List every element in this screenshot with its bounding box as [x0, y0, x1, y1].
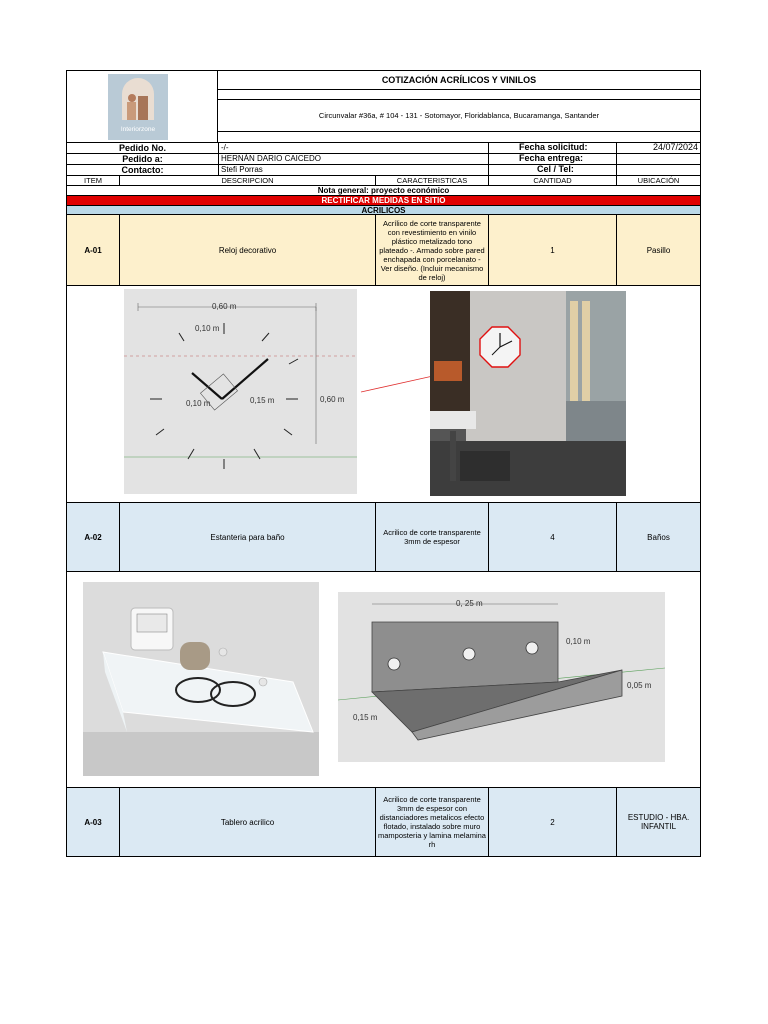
- spacer-row: [218, 132, 700, 143]
- clock-drawing: [124, 289, 357, 494]
- item-ubicacion: Baños: [616, 503, 700, 571]
- pedido-a-value: HERNÁN DARIO CAICEDO: [218, 154, 488, 164]
- item-ubicacion: ESTUDIO - HBA. INFANTIL: [616, 788, 700, 856]
- item-cantidad: 4: [488, 503, 616, 571]
- clock-dim-hand-short: 0,10 m: [186, 399, 211, 408]
- item-descripcion: Estanteria para baño: [119, 503, 375, 571]
- pedido-a-label: Pedido a:: [122, 153, 163, 164]
- shelf-dim-lip: 0,05 m: [627, 681, 652, 690]
- spacer-row: [218, 90, 700, 100]
- item-caracteristicas: Acrilico de corte transparente 3mm de espesor: [375, 503, 488, 571]
- col-cantidad: CANTIDAD: [488, 176, 616, 185]
- logo-cell: [67, 71, 218, 143]
- clock-render-image: [430, 291, 626, 496]
- contacto-label: Contacto:: [121, 164, 164, 175]
- fecha-entrega-label: Fecha entrega:: [488, 154, 616, 164]
- item-caracteristicas: Acrilico de corte transparente 3mm de espesor con distanciadores metalicos efecto flotado, instalado sobre muro mamposteria y lamina melamina rh: [375, 788, 488, 856]
- item-code: A-03: [84, 817, 102, 827]
- pedido-no-label: Pedido No.: [119, 142, 166, 153]
- cel-label: Cel / Tel:: [488, 165, 616, 175]
- clock-dim-width: 0,60 m: [212, 302, 237, 311]
- item-row: [67, 788, 700, 856]
- cel-value: [616, 165, 700, 175]
- shelf-dim-height: 0,10 m: [566, 637, 591, 646]
- item-code: A-02: [84, 532, 102, 542]
- item-descripcion: Tablero acrilico: [119, 788, 375, 856]
- item-row: [67, 215, 700, 286]
- clock-dim-height: 0,60 m: [320, 395, 345, 404]
- callout-line: [357, 346, 437, 396]
- info-row: [67, 154, 700, 165]
- shelf-dim-depth: 0,15 m: [353, 713, 378, 722]
- company-logo: [108, 74, 168, 140]
- pedido-no-value: -/-: [218, 143, 488, 153]
- column-header-row: [67, 176, 700, 186]
- fecha-solicitud-label: Fecha solicitud:: [488, 143, 616, 153]
- col-item: ITEM: [84, 176, 102, 185]
- clock-dim-hand-long: 0,15 m: [250, 396, 275, 405]
- item-descripcion: Reloj decorativo: [119, 215, 375, 285]
- document-title: COTIZACIÓN ACRÍLICOS Y VINILOS: [218, 71, 700, 90]
- shelf-photo: [83, 582, 319, 776]
- info-row: [67, 143, 700, 154]
- item-images-row: [67, 572, 700, 788]
- info-row: [67, 165, 700, 176]
- item-ubicacion: Pasillo: [616, 215, 700, 285]
- general-note: Nota general: proyecto económico: [67, 186, 700, 196]
- logo-text: Interiorzone: [120, 126, 156, 133]
- col-descripcion: DESCRIPCION: [119, 176, 375, 185]
- company-address: Circunvalar #36a, # 104 - 131 - Sotomayor, Floridablanca, Bucaramanga, Santander: [218, 100, 700, 132]
- shelf-drawing: [338, 592, 665, 762]
- item-cantidad: 1: [488, 215, 616, 285]
- item-row: [67, 503, 700, 572]
- shelf-dim-length: 0, 25 m: [456, 599, 483, 608]
- col-caracteristicas: CARACTERISTICAS: [375, 176, 488, 185]
- quotation-sheet: [66, 70, 701, 857]
- section-acrilicos: ACRILICOS: [67, 206, 700, 215]
- col-ubicacion: UBICACIÓN: [616, 176, 700, 185]
- rectificar-banner: RECTIFICAR MEDIDAS EN SITIO: [67, 196, 700, 206]
- item-images-row: [67, 286, 700, 503]
- clock-dim-mark: 0,10 m: [195, 324, 220, 333]
- contacto-value: Stefi Porras: [218, 165, 488, 175]
- fecha-solicitud-value: 24/07/2024: [616, 143, 700, 153]
- item-caracteristicas: Acrílico de corte transparente con revestimiento en vinilo plástico metalizado tono plateado -. Armado sobre pared enchapada con porcelanato - Ver diseño. (Incluir mecanismo de reloj): [375, 215, 488, 285]
- fecha-entrega-value: [616, 154, 700, 164]
- item-code: A-01: [84, 245, 102, 255]
- item-cantidad: 2: [488, 788, 616, 856]
